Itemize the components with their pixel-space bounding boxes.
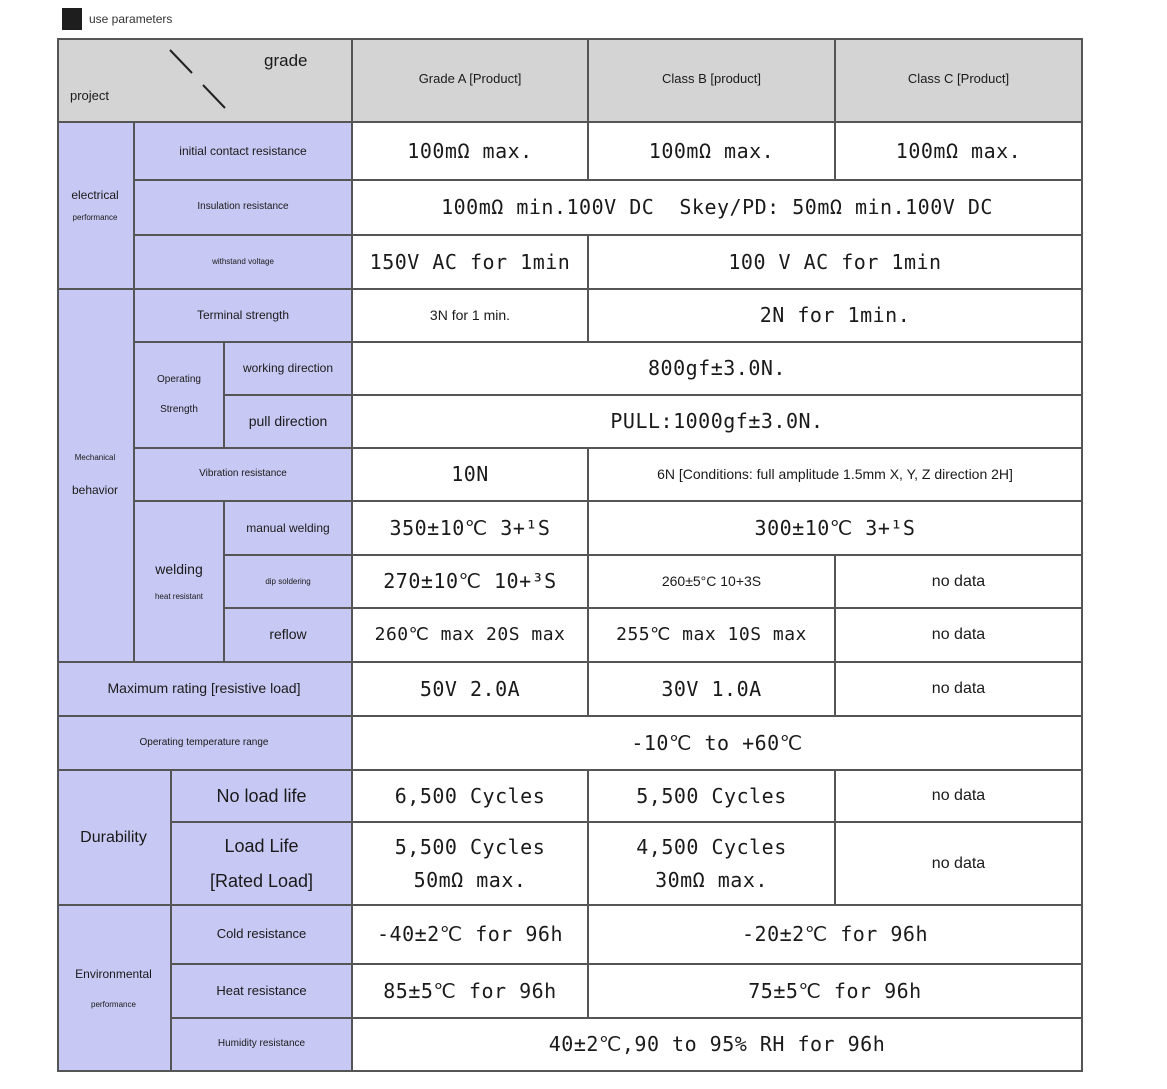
column-header-class-c: Class C [Product] — [836, 38, 1083, 123]
label-dip-soldering: dip soldering — [225, 556, 353, 609]
cell-humidity-all: 40±2℃,90 to 95% RH for 96h — [353, 1019, 1083, 1072]
cell-load-life-b-line1: 4,500 Cycles — [636, 834, 787, 859]
label-manual-welding: manual welding — [225, 502, 353, 556]
cell-dip-soldering-c: no data — [836, 556, 1083, 609]
group-environmental-line1: Environmental — [75, 966, 152, 981]
cell-pull-all: PULL:1000gf±3.0N. — [353, 396, 1083, 449]
cell-load-life-a-line2: 50mΩ max. — [413, 867, 527, 892]
group-electrical-line2: performance — [72, 213, 118, 222]
group-electrical — [57, 123, 135, 290]
label-humidity: Humidity resistance — [172, 1019, 353, 1072]
section-title: use parameters — [89, 12, 173, 26]
label-load-life-line2: [Rated Load] — [209, 870, 314, 891]
cell-no-load-life-a: 6,500 Cycles — [353, 771, 589, 823]
cell-initial-contact-c: 100mΩ max. — [836, 123, 1083, 181]
cell-heat-a: 85±5℃ for 96h — [353, 965, 589, 1019]
label-working-direction: working direction — [225, 343, 353, 396]
column-header-grade-a: Grade A [Product] — [353, 38, 589, 123]
cell-manual-welding-a: 350±10℃ 3+¹S — [353, 502, 589, 556]
label-op-temp: Operating temperature range — [57, 717, 353, 771]
label-reflow: reflow — [225, 609, 353, 663]
label-heat: Heat resistance — [172, 965, 353, 1019]
cell-initial-contact-a: 100mΩ max. — [353, 123, 589, 181]
label-load-life-line1: Load Life — [224, 836, 299, 856]
cell-terminal-bc: 2N for 1min. — [589, 290, 1083, 343]
corner-project-label: project — [70, 88, 110, 103]
group-welding — [135, 502, 225, 663]
cell-reflow-b: 255℃ max 10S max — [589, 609, 836, 663]
cell-terminal-a: 3N for 1 min. — [353, 290, 589, 343]
cell-working-all: 800gf±3.0N. — [353, 343, 1083, 396]
header-marker-icon — [62, 8, 82, 30]
cell-no-load-life-c: no data — [836, 771, 1083, 823]
cell-load-life-b-line2: 30mΩ max. — [655, 867, 768, 892]
group-operating-strength — [135, 343, 225, 449]
label-max-rating: Maximum rating [resistive load] — [57, 663, 353, 717]
label-terminal: Terminal strength — [135, 290, 353, 343]
cell-max-rating-c: no data — [836, 663, 1083, 717]
cell-op-temp-all: -10℃ to +60℃ — [353, 717, 1083, 771]
label-no-load-life: No load life — [172, 771, 353, 823]
group-mechanical-line1: Mechanical — [74, 453, 116, 462]
cell-no-load-life-b: 5,500 Cycles — [589, 771, 836, 823]
group-environmental — [57, 906, 172, 1072]
cell-vibration-a: 10N — [353, 449, 589, 502]
group-mechanical — [57, 290, 135, 663]
cell-load-life-a — [353, 823, 589, 906]
cell-reflow-c: no data — [836, 609, 1083, 663]
cell-max-rating-b: 30V 1.0A — [589, 663, 836, 717]
group-operating-strength-line2: Strength — [160, 404, 198, 415]
cell-insulation-all: 100mΩ min.100V DC Skey/PD: 50mΩ min.100V DC — [353, 181, 1083, 236]
group-welding-line2: heat resistant — [154, 592, 204, 602]
corner-cell — [57, 38, 353, 123]
cell-reflow-a: 260℃ max 20S max — [353, 609, 589, 663]
group-electrical-line1: electrical — [71, 188, 119, 202]
group-welding-line1: welding — [155, 560, 203, 577]
group-operating-strength-line1: Operating — [157, 373, 201, 385]
group-durability — [57, 771, 172, 906]
cell-heat-bc: 75±5℃ for 96h — [589, 965, 1083, 1019]
label-cold: Cold resistance — [172, 906, 353, 965]
cell-withstand-a: 150V AC for 1min — [353, 236, 589, 290]
column-header-class-b: Class B [product] — [589, 38, 836, 123]
cell-manual-welding-bc: 300±10℃ 3+¹S — [589, 502, 1083, 556]
cell-load-life-b — [589, 823, 836, 906]
cell-cold-bc: -20±2℃ for 96h — [589, 906, 1083, 965]
cell-load-life-a-line1: 5,500 Cycles — [394, 834, 546, 859]
cell-vibration-bc: 6N [Conditions: full amplitude 1.5mm X, Y, Z direction 2H] — [589, 449, 1083, 502]
cell-cold-a: -40±2℃ for 96h — [353, 906, 589, 965]
corner-grade-label: grade — [264, 51, 308, 70]
parameters-table — [57, 38, 1083, 1072]
group-mechanical-line2: behavior — [71, 483, 119, 497]
section-header — [62, 8, 172, 30]
cell-initial-contact-b: 100mΩ max. — [589, 123, 836, 181]
label-pull-direction: pull direction — [225, 396, 353, 449]
diagonal-divider-icon — [57, 38, 353, 123]
group-durability-label: Durability — [80, 828, 147, 846]
cell-max-rating-a: 50V 2.0A — [353, 663, 589, 717]
label-initial-contact: initial contact resistance — [135, 123, 353, 181]
cell-withstand-bc: 100 V AC for 1min — [589, 236, 1083, 290]
group-environmental-line2: performance — [91, 999, 136, 1009]
label-insulation: Insulation resistance — [135, 181, 353, 236]
cell-dip-soldering-b: 260±5°C 10+3S — [589, 556, 836, 609]
label-withstand: withstand voltage — [135, 236, 353, 290]
label-vibration: Vibration resistance — [135, 449, 353, 502]
cell-dip-soldering-a: 270±10℃ 10+³S — [353, 556, 589, 609]
cell-load-life-c: no data — [836, 823, 1083, 906]
label-load-life — [172, 823, 353, 906]
